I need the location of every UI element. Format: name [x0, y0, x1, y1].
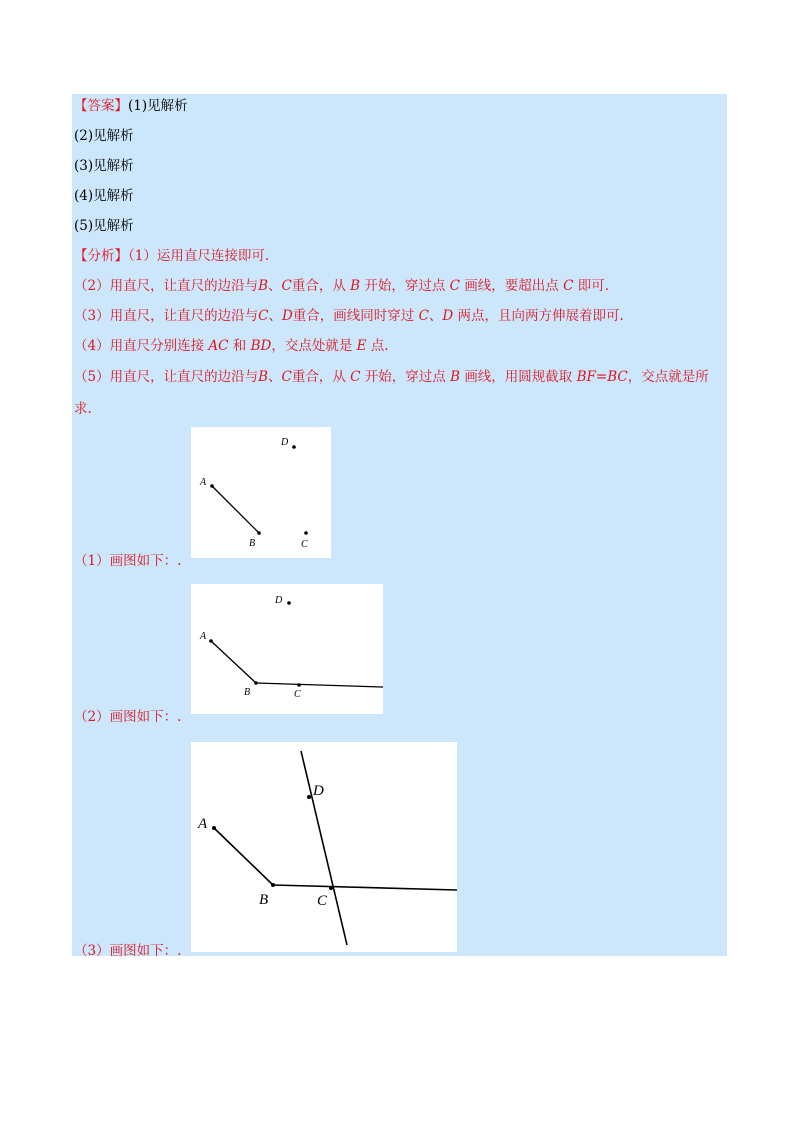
var: C [258, 308, 269, 324]
text: 、 [268, 308, 282, 324]
caption-text: （2）画图如下：. [74, 709, 182, 725]
ray-bc [273, 885, 457, 890]
text: 求. [74, 401, 92, 417]
figure-3-drawing [191, 742, 457, 952]
text: 画线，用圆规截取 [464, 369, 573, 385]
var: C [449, 278, 461, 294]
analysis-label: 【分析】 [74, 248, 128, 264]
var: D [442, 308, 454, 324]
var: B [258, 369, 269, 385]
point-b [254, 681, 258, 685]
text: （5）用直尺，让直尺的边沿与 [74, 369, 259, 385]
label-a: A [200, 477, 207, 488]
analysis-step-1: （1）运用直尺连接即可. [128, 248, 270, 264]
var: B [258, 278, 269, 294]
answer-line-4 [74, 187, 134, 205]
figure-3-caption [74, 942, 181, 960]
var: C [281, 278, 292, 294]
answer-label: 【答案】 [74, 98, 128, 114]
var: C [563, 278, 574, 294]
ray-bc [256, 683, 383, 687]
analysis-step-5-cont [74, 400, 92, 418]
caption-text: （1）画图如下：. [74, 553, 182, 569]
text: 、 [268, 369, 282, 385]
figure-3 [191, 742, 457, 952]
var: C [281, 369, 292, 385]
point-a [210, 484, 214, 488]
text: （3）用直尺，让直尺的边沿与 [74, 308, 259, 324]
answer-item: (3)见解析 [74, 158, 134, 174]
analysis-line-1 [74, 247, 269, 265]
text: 和 [232, 338, 247, 354]
var: B [350, 278, 361, 294]
var: B [450, 369, 461, 385]
answer-item: (2)见解析 [74, 128, 134, 144]
text: 重合，从 [291, 278, 346, 294]
caption-text: （3）画图如下：. [74, 943, 182, 959]
answer-line-1 [74, 97, 188, 115]
answer-line-3 [74, 157, 134, 175]
label-c: C [294, 689, 301, 700]
text: 、 [428, 308, 443, 324]
text: 画线，要超出点 [464, 278, 559, 294]
answer-item: (4)见解析 [74, 188, 134, 204]
var: BF=BC [576, 369, 628, 385]
point-d [292, 445, 296, 449]
point-a [212, 826, 216, 830]
label-a: A [198, 816, 208, 832]
figure-2-drawing [191, 584, 383, 714]
analysis-step-2 [74, 277, 609, 295]
point-a [209, 639, 213, 643]
figure-1-caption [74, 552, 181, 570]
figure-1 [191, 427, 331, 558]
answer-line-5 [74, 217, 134, 235]
point-d [307, 795, 311, 799]
label-b: B [259, 892, 269, 908]
var: AC [208, 338, 229, 354]
analysis-step-4 [74, 337, 389, 355]
answer-item: (1)见解析 [128, 98, 188, 114]
text: ，交点就是所 [627, 369, 709, 385]
text: 两点，且向两方伸展着即可. [457, 308, 624, 324]
text: 即可. [577, 278, 610, 294]
label-c: C [317, 893, 328, 909]
text: 重合，画线同时穿过 [292, 308, 415, 324]
figure-2 [191, 584, 383, 714]
figure-2-caption [74, 708, 181, 726]
point-c [329, 886, 333, 890]
label-d: D [281, 437, 289, 448]
point-c [304, 531, 308, 535]
var: D [281, 308, 293, 324]
text: （2）用直尺，让直尺的边沿与 [74, 278, 259, 294]
label-b: B [249, 538, 256, 549]
segment-ab [214, 828, 273, 885]
label-d: D [275, 595, 283, 606]
analysis-step-3 [74, 307, 624, 325]
label-c: C [301, 539, 308, 550]
var: BD [250, 338, 272, 354]
text: 重合，从 [291, 369, 346, 385]
figure-1-drawing [191, 427, 331, 558]
segment-ab [211, 641, 256, 683]
point-d [287, 601, 291, 605]
label-d: D [313, 783, 324, 799]
line-cd [301, 751, 347, 945]
point-c [297, 683, 301, 687]
text: 、 [268, 278, 282, 294]
text: （4）用直尺分别连接 [74, 338, 205, 354]
answer-line-2 [74, 127, 134, 145]
segment-ab [212, 486, 259, 533]
label-b: B [244, 687, 251, 698]
text: 开始，穿过点 [364, 278, 446, 294]
var: E [356, 338, 367, 354]
point-b [257, 531, 261, 535]
answer-item: (5)见解析 [74, 218, 134, 234]
var: C [350, 369, 361, 385]
label-a: A [200, 631, 207, 642]
text: ，交点处就是 [271, 338, 353, 354]
point-b [271, 883, 275, 887]
text: 开始，穿过点 [364, 369, 446, 385]
var: C [418, 308, 429, 324]
analysis-step-5 [74, 368, 709, 386]
text: 点. [370, 338, 389, 354]
